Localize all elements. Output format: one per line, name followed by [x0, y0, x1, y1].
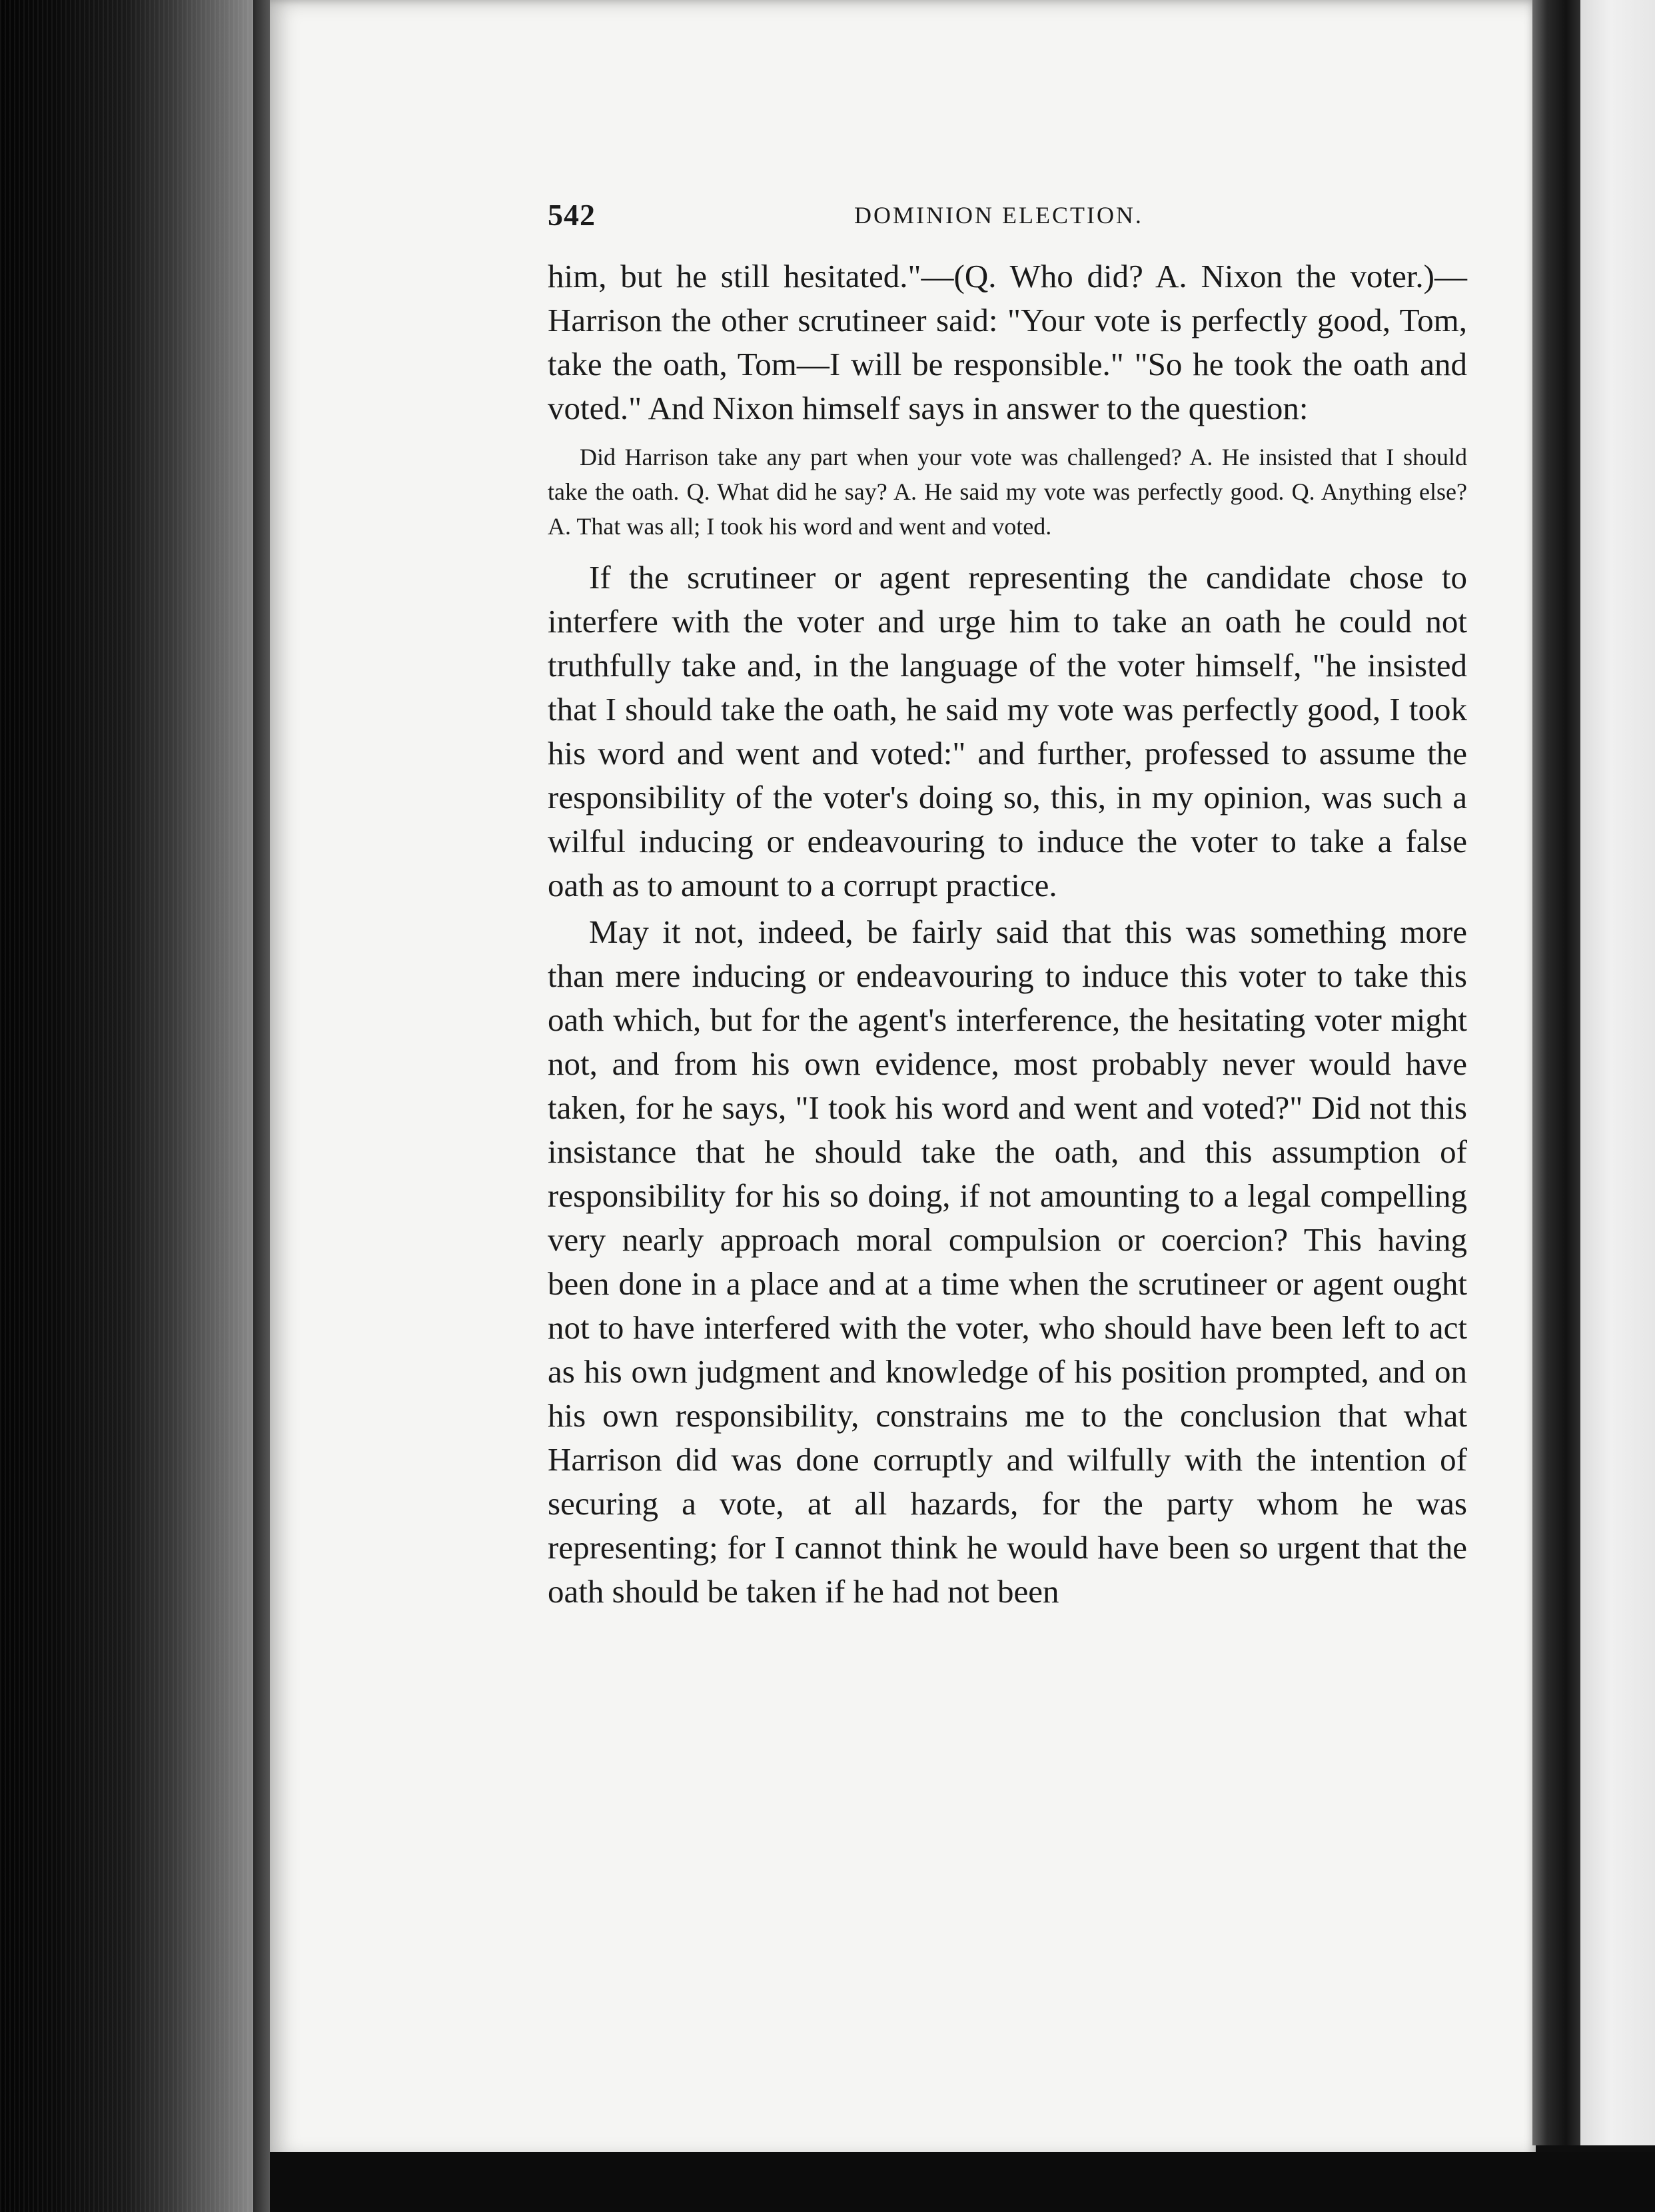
- book-binding-edge: [0, 0, 280, 2212]
- page-bottom-edge: [270, 2152, 1655, 2212]
- paragraph-2: If the scrutineer or agent representing the candidate chose to interfere with the voter and urge him to take an oath he could not truthfully take and, in the language of the voter himself, "he insisted that I should take the oath, he said my vote was perfectly good, I took his word and went and voted:" and further, professed to assume the responsibility of the voter's doing so, this, in my opinion, was such a wilful inducing or endeavouring to induce the voter to take a false oath as to amount to a corrupt practice.: [548, 559, 1467, 903]
- page-right-edge: [1532, 0, 1580, 2145]
- next-page-strip: [1580, 0, 1655, 2145]
- text-block: [548, 197, 1467, 1614]
- paragraph-3: May it not, indeed, be fairly said that this was something more than mere inducing or endeavouring to induce this voter to take this oath which, but for the agent's interference, the hesitating voter might not, and from his own evidence, most probably never would have taken, for he says, "I took his word and went and voted?" Did not this insistance that he should take the oath, and this assumption of responsibility for his so doing, if not amounting to a legal compelling very nearly approach moral compulsion or coercion? This having been done in a place and at a time when the scrutineer or agent ought not to have interfered with the voter, who should have been left to act as his own judgment and knowledge of his position prompted, and on his own responsibility, constrains me to the conclusion that what Harrison did was done corruptly and wilfully with the intention of securing a vote, at all hazards, for the party whom he was representing; for I cannot think he would have been so urgent that the oath should be taken if he had not been: [548, 913, 1467, 1610]
- paragraph-1: him, but he still hesitated."—(Q. Who did? A. Nixon the voter.)—Harrison the other scrutineer said: "Your vote is perfectly good, Tom, take the oath, Tom—I will be responsible." "So he took the oath and voted." And Nixon himself says in answer to the question:: [548, 258, 1467, 426]
- running-title: DOMINION ELECTION.: [854, 202, 1143, 229]
- page-number: 542: [548, 198, 596, 232]
- testimony-quote: Did Harrison take any part when your vote was challenged? A. He insisted that I should take the oath. Q. What did he say? A. He said my vote was perfectly good. Q. Anything else? A. That was all; I took his word and went and voted.: [548, 444, 1467, 540]
- running-head: [548, 197, 1467, 237]
